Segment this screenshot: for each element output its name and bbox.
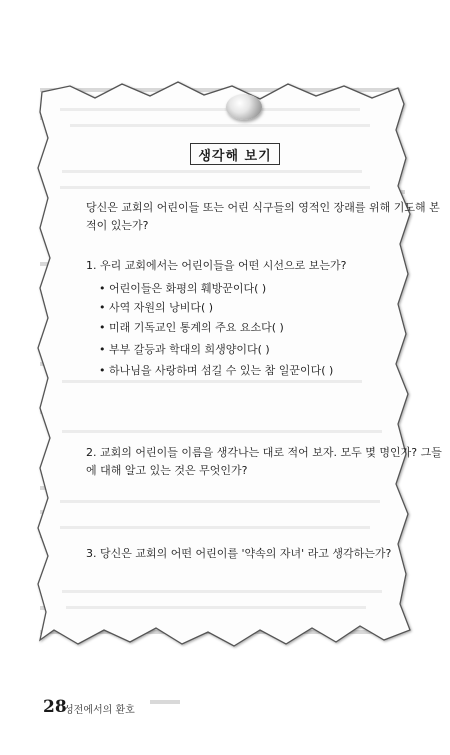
- book-title: 성전에서의 환호: [64, 705, 135, 716]
- question-2-line-2: 에 대해 알고 있는 것은 무엇인가?: [86, 464, 248, 477]
- intro-line-2: 적이 있는가?: [86, 219, 149, 232]
- question-1-option: • 부부 갈등과 학대의 희생양이다( ): [99, 343, 270, 356]
- paper-pin: [226, 94, 262, 120]
- question-1: 1. 우리 교회에서는 어린이들을 어떤 시선으로 보는가?: [86, 259, 347, 272]
- question-1-option: • 미래 기독교인 통계의 주요 요소다( ): [99, 321, 284, 334]
- question-1-option: • 어린이들은 화평의 훼방꾼이다( ): [99, 282, 267, 295]
- intro-line-1: 당신은 교회의 어린이들 또는 어린 식구들의 영적인 장래를 위해 기도해 본: [86, 201, 440, 214]
- question-1-option: • 하나님을 사랑하며 섬길 수 있는 참 일꾼이다( ): [99, 364, 334, 377]
- page-number: 28: [43, 697, 67, 717]
- worksheet-title-text: 생각해 보기: [198, 148, 272, 164]
- question-2-line-1: 2. 교회의 어린이들 이름을 생각나는 대로 적어 보자. 모두 몇 명인가? 그들: [86, 446, 442, 459]
- question-1-option: • 사역 자원의 낭비다( ): [99, 301, 214, 314]
- question-3: 3. 당신은 교회의 어떤 어린이를 '약속의 자녀' 라고 생각하는가?: [86, 547, 392, 560]
- worksheet-title: [190, 143, 280, 165]
